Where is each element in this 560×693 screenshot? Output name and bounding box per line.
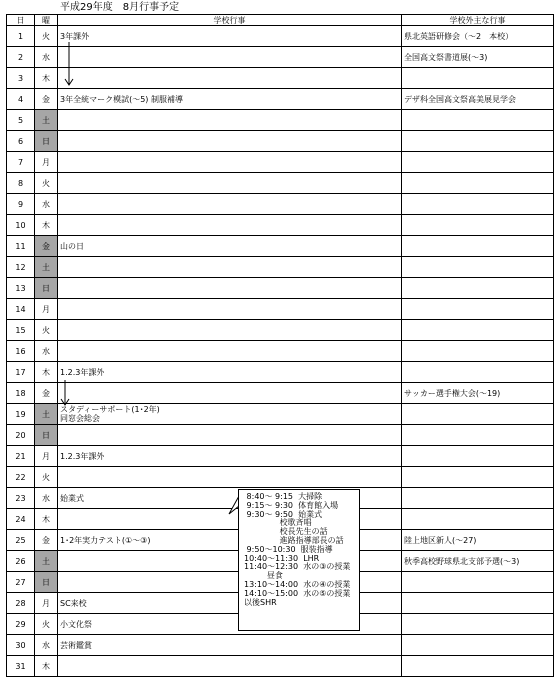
outside-event-cell — [402, 362, 554, 383]
schedule-row — [7, 131, 554, 152]
outside-event-cell: 秋季高校野球県北支部予選(～3) — [402, 551, 554, 572]
outside-event-cell — [402, 257, 554, 278]
schedule-row — [7, 257, 554, 278]
schedule-row — [7, 467, 554, 488]
day-cell: 16 — [7, 341, 35, 362]
event-cell — [58, 173, 402, 194]
day-cell: 5 — [7, 110, 35, 131]
weekday-cell: 金 — [35, 89, 58, 110]
outside-event-cell — [402, 131, 554, 152]
day-cell: 19 — [7, 404, 35, 425]
weekday-cell: 日 — [35, 572, 58, 593]
day-cell: 7 — [7, 152, 35, 173]
day-cell: 11 — [7, 236, 35, 257]
weekday-cell: 木 — [35, 656, 58, 677]
outside-event-cell: デザ科全国高文祭高美展見学会 — [402, 89, 554, 110]
day-cell: 18 — [7, 383, 35, 404]
event-cell: 3年全統マーク模試(～5) 制服補導 — [58, 89, 402, 110]
outside-event-cell — [402, 110, 554, 131]
day-cell: 31 — [7, 656, 35, 677]
outside-event-cell — [402, 299, 554, 320]
event-cell — [58, 404, 402, 425]
day-cell: 30 — [7, 635, 35, 656]
weekday-cell: 日 — [35, 131, 58, 152]
weekday-cell: 水 — [35, 194, 58, 215]
event-cell — [58, 425, 402, 446]
weekday-cell: 水 — [35, 488, 58, 509]
event-cell — [58, 383, 402, 404]
callout-line: 9:30～ 9:50 始業式 — [244, 509, 323, 519]
weekday-cell: 日 — [35, 278, 58, 299]
day-cell: 13 — [7, 278, 35, 299]
callout-line: 9:15～ 9:30 体育館入場 — [244, 500, 339, 510]
day-cell: 9 — [7, 194, 35, 215]
schedule-row — [7, 635, 554, 656]
event-cell: 始業式 — [58, 488, 402, 509]
outside-event-cell — [402, 614, 554, 635]
outside-event-cell — [402, 656, 554, 677]
outside-event-cell — [402, 194, 554, 215]
outside-event-cell — [402, 425, 554, 446]
weekday-cell: 月 — [35, 152, 58, 173]
outside-event-cell — [402, 446, 554, 467]
weekday-cell: 火 — [35, 467, 58, 488]
outside-event-cell — [402, 278, 554, 299]
schedule-row — [7, 236, 554, 257]
outside-event-cell — [402, 635, 554, 656]
day-cell: 1 — [7, 26, 35, 47]
header-outside: 学校外主な行事 — [402, 15, 554, 26]
weekday-cell: 火 — [35, 320, 58, 341]
weekday-cell: 土 — [35, 551, 58, 572]
day-cell: 12 — [7, 257, 35, 278]
event-cell — [58, 278, 402, 299]
day-cell: 8 — [7, 173, 35, 194]
outside-event-cell: サッカー選手権大会(～19) — [402, 383, 554, 404]
page-title: 平成29年度 8月行事予定 — [60, 2, 180, 13]
day-cell: 29 — [7, 614, 35, 635]
schedule-row — [7, 110, 554, 131]
callout-line: 11:40～12:30 水の③の授業 — [244, 562, 351, 572]
day-cell: 3 — [7, 68, 35, 89]
callout-line: 以後SHR — [244, 597, 277, 607]
day-cell: 25 — [7, 530, 35, 551]
weekday-cell: 火 — [35, 26, 58, 47]
outside-event-cell — [402, 488, 554, 509]
callout-line: 14:10～15:00 水の⑤の授業 — [244, 588, 351, 598]
day-cell: 20 — [7, 425, 35, 446]
day-cell: 10 — [7, 215, 35, 236]
event-cell — [58, 341, 402, 362]
day-cell: 23 — [7, 488, 35, 509]
event-cell: 山の日 — [58, 236, 402, 257]
callout-line: 校歌斉唱 — [244, 518, 312, 528]
schedule-row — [7, 404, 554, 425]
schedule-row — [7, 152, 554, 173]
outside-event-cell — [402, 467, 554, 488]
event-cell — [58, 320, 402, 341]
weekday-cell: 金 — [35, 383, 58, 404]
header-dow: 曜 — [35, 15, 58, 26]
outside-event-cell — [402, 236, 554, 257]
day-cell: 26 — [7, 551, 35, 572]
header-day: 日 — [7, 15, 35, 26]
schedule-row — [7, 278, 554, 299]
callout-line: 進路指導部長の話 — [244, 535, 344, 545]
day-cell: 21 — [7, 446, 35, 467]
weekday-cell: 木 — [35, 68, 58, 89]
weekday-cell: 火 — [35, 614, 58, 635]
weekday-cell: 金 — [35, 530, 58, 551]
header-events: 学校行事 — [58, 15, 402, 26]
weekday-cell: 金 — [35, 236, 58, 257]
event-cell: 1･2年実力テスト(①～③) — [58, 530, 402, 551]
outside-event-cell — [402, 215, 554, 236]
weekday-cell: 火 — [35, 173, 58, 194]
schedule-row — [7, 320, 554, 341]
event-cell — [58, 215, 402, 236]
schedule-row — [7, 425, 554, 446]
day-cell: 28 — [7, 593, 35, 614]
weekday-cell: 土 — [35, 110, 58, 131]
outside-event-cell — [402, 68, 554, 89]
outside-event-cell — [402, 593, 554, 614]
event-cell — [58, 194, 402, 215]
outside-event-cell — [402, 152, 554, 173]
day-cell: 27 — [7, 572, 35, 593]
schedule-row — [7, 89, 554, 110]
outside-event-cell: 全国高文祭書道展(～3) — [402, 47, 554, 68]
schedule-row — [7, 446, 554, 467]
weekday-cell: 月 — [35, 446, 58, 467]
event-cell — [58, 152, 402, 173]
outside-event-cell: 陸上地区新人(～27) — [402, 530, 554, 551]
callout-line: 9:50～10:30 服装指導 — [244, 544, 333, 554]
event-cell — [58, 299, 402, 320]
weekday-cell: 木 — [35, 215, 58, 236]
outside-event-cell — [402, 572, 554, 593]
schedule-row — [7, 194, 554, 215]
event-cell: SC来校 — [58, 593, 402, 614]
outside-event-cell — [402, 320, 554, 341]
event-cell: 1.2.3年課外 — [58, 446, 402, 467]
header-row — [7, 15, 554, 26]
schedule-row — [7, 47, 554, 68]
weekday-cell: 月 — [35, 593, 58, 614]
day-cell: 14 — [7, 299, 35, 320]
schedule-row — [7, 656, 554, 677]
weekday-cell: 木 — [35, 362, 58, 383]
schedule-row — [7, 341, 554, 362]
day-cell: 24 — [7, 509, 35, 530]
schedule-row — [7, 68, 554, 89]
event-line: スタディーサポート(1･2年) — [60, 405, 160, 414]
callout-line: 昼食 — [244, 571, 283, 581]
weekday-cell: 水 — [35, 47, 58, 68]
schedule-row — [7, 299, 554, 320]
callout-line: 8:40～ 9:15 大掃除 — [244, 492, 323, 501]
event-line: 同窓会総会 — [60, 414, 100, 423]
callout-line: 10:40～11:30 LHR — [244, 553, 320, 563]
event-cell — [58, 257, 402, 278]
weekday-cell: 水 — [35, 635, 58, 656]
schedule-row — [7, 383, 554, 404]
day-cell: 22 — [7, 467, 35, 488]
weekday-cell: 土 — [35, 257, 58, 278]
event-cell: 3年課外 — [58, 26, 402, 47]
day-cell: 2 — [7, 47, 35, 68]
outside-event-cell: 県北英語研修会（～2 本校） — [402, 26, 554, 47]
day-cell: 15 — [7, 320, 35, 341]
opening-ceremony-callout — [238, 489, 360, 631]
day-cell: 4 — [7, 89, 35, 110]
outside-event-cell — [402, 404, 554, 425]
day-cell: 6 — [7, 131, 35, 152]
event-cell — [58, 47, 402, 68]
weekday-cell: 水 — [35, 341, 58, 362]
outside-event-cell — [402, 509, 554, 530]
callout-line: 13:10～14:00 水の④の授業 — [244, 579, 351, 589]
outside-event-cell — [402, 173, 554, 194]
event-cell — [58, 68, 402, 89]
event-cell — [58, 467, 402, 488]
schedule-row — [7, 215, 554, 236]
weekday-cell: 日 — [35, 425, 58, 446]
arrow-down-icon — [60, 380, 70, 406]
weekday-cell: 木 — [35, 509, 58, 530]
schedule-row — [7, 26, 554, 47]
day-cell: 17 — [7, 362, 35, 383]
event-cell — [58, 110, 402, 131]
schedule-row — [7, 173, 554, 194]
event-cell: 1.2.3年課外 — [58, 362, 402, 383]
event-cell — [58, 656, 402, 677]
event-cell: 芸術鑑賞 — [58, 635, 402, 656]
arrow-down-icon — [64, 42, 74, 86]
callout-line: 校長先生の話 — [244, 527, 328, 537]
weekday-cell: 土 — [35, 404, 58, 425]
outside-event-cell — [402, 341, 554, 362]
event-cell — [58, 131, 402, 152]
event-cell: 小文化祭 — [58, 614, 402, 635]
weekday-cell: 月 — [35, 299, 58, 320]
schedule-row — [7, 362, 554, 383]
